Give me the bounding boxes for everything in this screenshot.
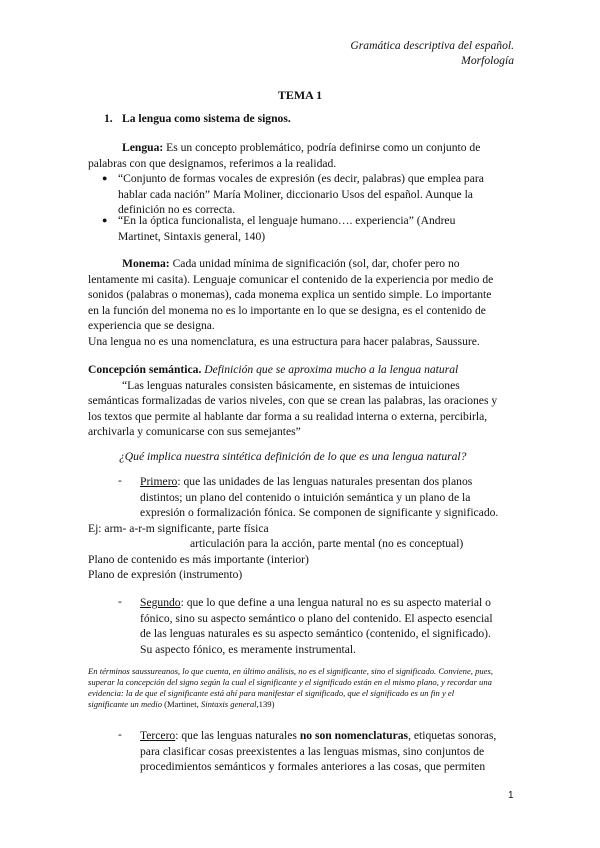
quote-line: “Las lenguas naturales consisten básicamente, en sistemas de intuiciones: [122, 378, 460, 392]
segundo-line-1: Segundo: que lo que define a una lengua natural no es su aspecto material o: [140, 596, 491, 609]
segundo-line: de las lenguas naturales es su aspecto semántico (contenido, el significado).: [140, 627, 491, 640]
plane-content: Plano de contenido es más importante (interior): [88, 552, 309, 566]
bullet-2-line-2: Martinet, Sintaxis general, 140): [118, 229, 266, 243]
tercero-label: Tercero: [140, 729, 176, 742]
segundo-label: Segundo: [140, 596, 181, 609]
bullet-1-line-2: hablar cada nación” María Moliner, diccionario Usos del español. Aunque la: [118, 187, 473, 201]
lengua-term: Lengua:: [122, 141, 164, 154]
example-2: articulación para la acción, parte mental (no es conceptual): [190, 537, 464, 550]
bullet-2-line-1: “En la óptica funcionalista, el lenguaje humano…. experiencia” (Andreu: [118, 214, 456, 227]
monema-line: en la función del monema no es lo importante en lo que se designa, es el contenido de: [88, 303, 486, 317]
monema-line: lentamente mi casita). Lenguaje comunicar el contenido de la experiencia por medio de: [88, 272, 494, 286]
tercero-line: procedimientos semánticos y formales anteriores a las cosas, que permiten: [140, 760, 486, 773]
primero-line: distintos; un plano del contenido o intuición semántica y un plano de la: [140, 490, 471, 504]
dash-marker: -: [118, 474, 122, 487]
section-number: 1.: [104, 112, 113, 125]
concepcion-subtitle: Definición que se aproxima mucho a la lengua natural: [204, 363, 459, 376]
monema-line: sonidos (palabras o monemas), cada monema explica un sentido simple. Lo importante: [88, 288, 492, 301]
note-line: superar la concepción del signo según la cual el significante y el significado están en el mismo plano, y recordar una: [88, 677, 492, 687]
plane-expression: Plano de expresión (instrumento): [88, 568, 243, 581]
primero-line: expresión o formalización fónica. Se componen de significante y significado.: [140, 506, 499, 519]
bullet-1-line-3: definición no es correcta.: [118, 203, 236, 216]
quote-line: los textos que permite al hablante dar forma a su realidad interna o externa, percibirla,: [88, 409, 488, 423]
section-heading: La lengua como sistema de signos.: [122, 112, 291, 125]
primero-line-1: Primero: que las unidades de las lenguas naturales presentan dos planos: [140, 475, 473, 488]
header-course-title: Gramática descriptiva del español.: [350, 39, 514, 52]
quote-line: semánticas formalizadas de varios niveles, con que se crean las palabras, las oraciones y: [88, 394, 498, 407]
tercero-line: para clasificar cosas preexistentes a las lenguas mismas, sino conjuntos de: [140, 744, 485, 758]
segundo-line: fónico, sino su aspecto semántico o plano del contenido. El aspecto esencial: [140, 611, 493, 625]
note-line: evidencia: la de que el significante está ahí para manifestar el significado, que el significado es un fin y el: [88, 688, 455, 698]
bullet-icon: ●: [102, 215, 108, 225]
monema-term: Monema:: [122, 257, 170, 270]
bullet-icon: ●: [102, 173, 108, 183]
question: ¿Qué implica nuestra sintética definición de lo que es una lengua natural?: [119, 450, 467, 463]
bullet-1-line-1: “Conjunto de formas vocales de expresión (es decir, palabras) que emplea para: [118, 172, 484, 185]
monema-paragraph: Monema: Cada unidad mínima de significación (sol, dar, chofer pero no: [122, 257, 460, 270]
segundo-line: Su aspecto fónico, es meramente instrumental.: [140, 642, 357, 656]
monema-line: experiencia que se designa.: [88, 319, 215, 332]
note-line: En términos saussureanos, lo que cuenta, en último análisis, no es el significante, sino el significado. Conviene, pues,: [88, 666, 493, 676]
concepcion-heading-line: [88, 362, 514, 378]
monema-line: Una lengua no es una nomenclatura, es una estructura para hacer palabras, Saussure.: [88, 334, 480, 348]
example-1: Ej: arm- a-r-m significante, parte física: [88, 521, 269, 535]
dash-marker: -: [118, 595, 122, 608]
dash-marker: -: [118, 728, 122, 741]
quote-line: archivarla y comunicarse con sus semejantes”: [88, 425, 301, 438]
tercero-line-1: Tercero: que las lenguas naturales no son nomenclaturas, etiquetas sonoras,: [140, 729, 497, 742]
concepcion-heading: Concepción semántica.: [88, 363, 202, 376]
primero-label: Primero: [140, 475, 178, 488]
lengua-paragraph: Lengua: Es un concepto problemático, podría definirse como un conjunto de: [122, 141, 481, 154]
note-citation: significante un medio (Martinet, Sintaxis general,139): [88, 699, 275, 709]
header-subject: Morfología: [461, 54, 514, 67]
page-number: 1: [508, 790, 514, 801]
page-title: TEMA 1: [277, 88, 323, 102]
lengua-line-2: palabras con que designamos, referimos a la realidad.: [88, 156, 337, 170]
